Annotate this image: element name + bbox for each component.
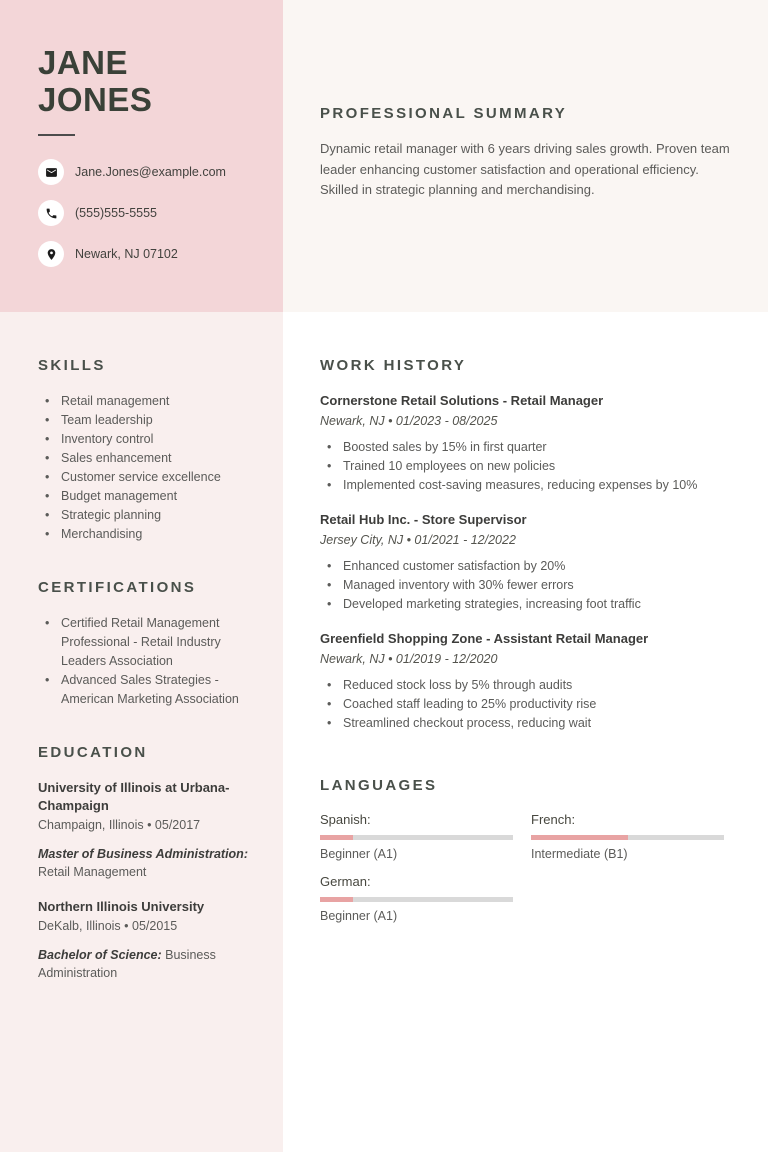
school-name: Northern Illinois University <box>38 899 205 914</box>
school-name: University of Illinois at Urbana-Champaign <box>38 780 230 813</box>
language-level: Beginner (A1) <box>320 909 398 923</box>
name-line-1: JANE <box>38 44 129 81</box>
job-title: Cornerstone Retail Solutions - Retail Manager <box>320 393 604 408</box>
job-bullet-list <box>320 557 730 614</box>
languages-heading: LANGUAGES <box>320 777 438 794</box>
languages-section <box>320 777 730 936</box>
summary-section <box>283 0 768 201</box>
degree-line <box>38 946 257 982</box>
school-meta: Champaign, Illinois • 05/2017 <box>38 818 201 832</box>
language-item <box>531 812 724 861</box>
phone-text: (555)555-5555 <box>75 206 158 220</box>
job-meta: Newark, NJ • 01/2023 - 08/2025 <box>320 414 498 428</box>
language-name: Spanish: <box>320 812 371 827</box>
school-meta: DeKalb, Illinois • 05/2015 <box>38 919 178 933</box>
skill-item: • Inventory control <box>38 430 257 449</box>
job-entry <box>320 392 730 495</box>
education-entry <box>38 898 257 982</box>
language-item <box>320 874 513 923</box>
certifications-heading: CERTIFICATIONS <box>38 579 197 596</box>
language-progress-fill <box>320 897 353 902</box>
degree-name: Master of Business Administration: <box>38 847 248 861</box>
certification-item: • Advanced Sales Strategies - American Marketing Association <box>38 671 257 709</box>
envelope-icon <box>38 159 64 185</box>
job-bullet: • Coached staff leading to 25% productivity rise <box>320 695 730 714</box>
job-bullet: • Boosted sales by 15% in first quarter <box>320 438 730 457</box>
job-bullet-list <box>320 676 730 733</box>
summary-heading: PROFESSIONAL SUMMARY <box>320 105 568 122</box>
job-bullet: • Trained 10 employees on new policies <box>320 457 730 476</box>
language-level: Beginner (A1) <box>320 847 398 861</box>
language-progress-bar <box>320 897 513 902</box>
location-text: Newark, NJ 07102 <box>75 247 178 261</box>
language-item <box>320 812 513 861</box>
skill-item: • Strategic planning <box>38 506 257 525</box>
contact-phone <box>38 200 263 226</box>
education-entry <box>38 779 257 881</box>
education-heading: EDUCATION <box>38 744 148 761</box>
job-bullet: • Enhanced customer satisfaction by 20% <box>320 557 730 576</box>
work-history-heading: WORK HISTORY <box>320 357 467 374</box>
job-bullet: • Managed inventory with 30% fewer errors <box>320 576 730 595</box>
job-title: Retail Hub Inc. - Store Supervisor <box>320 512 527 527</box>
job-meta: Newark, NJ • 01/2019 - 12/2020 <box>320 652 498 666</box>
skill-item: • Customer service excellence <box>38 468 257 487</box>
skills-list <box>38 392 257 544</box>
header <box>0 0 283 282</box>
contact-email <box>38 159 263 185</box>
job-entry <box>320 630 730 733</box>
certification-item: • Certified Retail Management Professional - Retail Industry Leaders Association <box>38 614 257 671</box>
contact-list <box>38 159 263 267</box>
skill-item: • Budget management <box>38 487 257 506</box>
job-meta: Jersey City, NJ • 01/2021 - 12/2022 <box>320 533 516 547</box>
summary-text: Dynamic retail manager with 6 years driving sales growth. Proven team leader enhancing customer satisfaction and operational efficiency. Skilled in strategic planning and merchandising. <box>320 141 730 197</box>
skill-item: • Team leadership <box>38 411 257 430</box>
job-bullet: • Streamlined checkout process, reducing wait <box>320 714 730 733</box>
job-bullet-list <box>320 438 730 495</box>
certifications-list <box>38 614 257 709</box>
language-name: German: <box>320 874 371 889</box>
candidate-name <box>38 44 263 118</box>
job-bullet: • Reduced stock loss by 5% through audits <box>320 676 730 695</box>
languages-grid <box>320 812 730 936</box>
name-line-2: JONES <box>38 81 153 118</box>
language-progress-fill <box>531 835 628 840</box>
name-divider <box>38 134 75 136</box>
skill-item: • Retail management <box>38 392 257 411</box>
language-progress-bar <box>320 835 513 840</box>
location-icon <box>38 241 64 267</box>
job-bullet: • Developed marketing strategies, increasing foot traffic <box>320 595 730 614</box>
skill-item: • Sales enhancement <box>38 449 257 468</box>
degree-line <box>38 845 257 881</box>
job-entry <box>320 511 730 614</box>
job-bullet: • Implemented cost-saving measures, reducing expenses by 10% <box>320 476 730 495</box>
sidebar <box>0 312 283 982</box>
language-progress-bar <box>531 835 724 840</box>
email-text: Jane.Jones@example.com <box>75 165 226 179</box>
skills-heading: SKILLS <box>38 357 106 374</box>
language-progress-fill <box>320 835 353 840</box>
phone-icon <box>38 200 64 226</box>
degree-field: Retail Management <box>38 865 147 879</box>
skill-item: • Merchandising <box>38 525 257 544</box>
contact-location <box>38 241 263 267</box>
language-level: Intermediate (B1) <box>531 847 628 861</box>
language-name: French: <box>531 812 576 827</box>
degree-field: Business Administration <box>38 948 216 980</box>
main-content <box>283 312 768 936</box>
job-title: Greenfield Shopping Zone - Assistant Retail Manager <box>320 631 649 646</box>
degree-name: Bachelor of Science: <box>38 948 162 962</box>
